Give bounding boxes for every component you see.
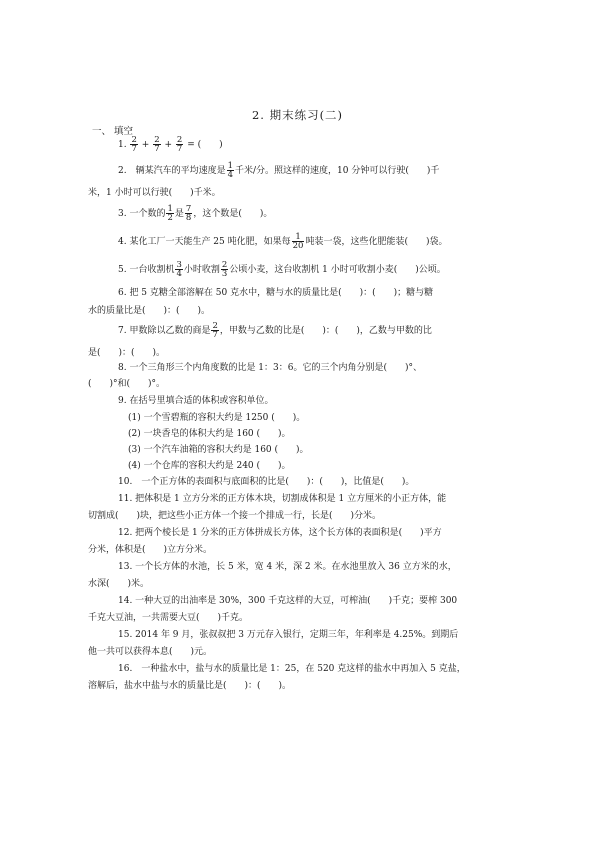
q4-fraction xyxy=(292,233,305,250)
q4-text-a: 4. 某化工厂一天能生产 25 吨化肥，如果每 xyxy=(118,237,291,247)
question-2-line-1 xyxy=(118,162,536,180)
q3-text-b: 是 xyxy=(174,209,184,219)
question-15-line-2: 他一共可以获得本息( )元。 xyxy=(88,647,213,657)
q1-fraction-2 xyxy=(153,136,160,153)
question-5 xyxy=(118,261,536,279)
question-6-line-1: 6. 把 5 克糖全部溶解在 50 克水中，糖与水的质量比是( )：( )；糖与糖 xyxy=(118,288,434,298)
question-16-line-1: 16. 一种盐水中，盐与水的质量比是 1：25，在 520 克这样的盐水中再加入 5 克盐， xyxy=(118,664,466,674)
q2-numerator: 1 xyxy=(227,161,234,171)
q3-f1-denominator: 2 xyxy=(167,213,173,223)
q5-fraction-1 xyxy=(175,261,182,278)
question-14-line-1: 14. 一种大豆的出油率是 30%，300 千克这样的大豆，可榨油( )千克；要榨 300 xyxy=(118,596,458,606)
page-title: 2. 期末练习(二) xyxy=(251,108,344,122)
question-3 xyxy=(118,205,536,223)
question-7-line-1 xyxy=(118,322,536,340)
q1-f3-denominator: 7 xyxy=(176,144,183,154)
q5-text-c: 公顷小麦，这台收割机 1 小时可收割小麦( )公顷。 xyxy=(229,265,446,275)
q3-f1-numerator: 1 xyxy=(167,204,173,214)
question-11-line-2: 切割成( )块，把这些小正方体一个接一个排成一行，长是( )分米。 xyxy=(88,511,382,521)
q5-fraction-2 xyxy=(221,261,228,278)
q5-f1-numerator: 3 xyxy=(176,260,182,270)
question-8-line-1: 8. 一个三角形三个内角度数的比是 1：3：6。它的三个内角分别是( )°、 xyxy=(118,363,423,373)
question-13-line-2: 水深( )米。 xyxy=(88,579,150,589)
question-6-line-2: 水的质量比是( )：( )。 xyxy=(88,306,211,316)
q7-text-b: ，甲数与乙数的比是( )：( )，乙数与甲数的比 xyxy=(219,326,432,336)
q1-fraction-3 xyxy=(176,136,183,153)
q1-number: 1. xyxy=(118,140,127,150)
q1-fraction-1 xyxy=(130,136,137,153)
question-16-line-2: 溶解后，盐水中盐与水的质量比是( )：( )。 xyxy=(88,681,292,691)
q7-fraction xyxy=(211,322,218,339)
q2-text-b: 千米/分。照这样的速度，10 分钟可以行驶( )千 xyxy=(235,166,440,176)
question-13-line-1: 13. 一个长方体的水池，长 5 米，宽 4 米，深 2 米。在水池里放入 36 立方米的水， xyxy=(118,562,457,572)
q5-f2-denominator: 3 xyxy=(221,269,228,279)
question-9-title: 9. 在括号里填合适的体积或容积单位。 xyxy=(118,396,274,406)
q9-item-1: (1) 一个雪碧瓶的容积大约是 1250 ( )。 xyxy=(128,413,306,423)
q1-f1-denominator: 7 xyxy=(131,144,137,154)
question-2-line-2: 米，1 小时可以行驶( )千米。 xyxy=(88,188,221,198)
q9-item-2: (2) 一块香皂的体积大约是 160 ( )。 xyxy=(128,429,291,439)
question-14-line-2: 千克大豆油，一共需要大豆( )千克。 xyxy=(88,613,249,623)
question-12-line-2: 分米，体积是( )立方分米。 xyxy=(88,545,213,555)
q1-f2-numerator: 2 xyxy=(154,135,160,145)
q5-text-b: 小时收割 xyxy=(183,265,220,275)
question-7-line-2: 是( )：( )。 xyxy=(88,348,166,358)
question-15-line-1: 15. 2014 年 9 月，张叔叔把 3 万元存入银行，定期三年，年利率是 4.25%。到期后 xyxy=(118,630,459,640)
q3-f2-numerator: 7 xyxy=(185,204,192,214)
q1-plus-2: + xyxy=(164,140,173,150)
q3-fraction-1 xyxy=(166,205,173,222)
question-1 xyxy=(118,136,536,154)
q1-f2-denominator: 7 xyxy=(154,144,160,154)
q9-item-4: (4) 一个仓库的容积大约是 240 ( )。 xyxy=(128,461,291,471)
q1-f1-numerator: 2 xyxy=(131,135,137,145)
q1-plus-1: + xyxy=(141,140,150,150)
question-11-line-1: 11. 把体积是 1 立方分米的正方体木块，切割成体积是 1 立方厘米的小正方体，能 xyxy=(118,494,447,504)
q4-numerator: 1 xyxy=(292,233,305,242)
q1-f3-numerator: 2 xyxy=(176,135,183,145)
question-12-line-1: 12. 把两个棱长是 1 分米的正方体拼成长方体，这个长方体的表面积是( )平方 xyxy=(118,528,442,538)
q2-text-a: 2. 辆某汽车的平均速度是 xyxy=(118,166,226,176)
q9-item-3: (3) 一个汽车油箱的容积大约是 160 ( )。 xyxy=(128,445,309,455)
q5-f2-numerator: 2 xyxy=(221,260,228,270)
q3-f2-denominator: 8 xyxy=(185,213,192,223)
section-heading: 一、 填空 xyxy=(92,126,134,137)
q2-fraction xyxy=(227,162,234,179)
q7-numerator: 2 xyxy=(212,321,218,331)
q4-text-b: 吨装一袋，这些化肥能装( )袋。 xyxy=(305,237,448,247)
q3-fraction-2 xyxy=(185,205,192,222)
q5-f1-denominator: 4 xyxy=(176,269,182,279)
q5-text-a: 5. 一台收割机 xyxy=(118,265,175,275)
q7-text-a: 7. 甲数除以乙数的商是 xyxy=(118,326,211,336)
q7-denominator: 7 xyxy=(212,330,218,340)
question-4 xyxy=(118,233,536,251)
q1-answer-blank: = ( ) xyxy=(187,140,223,150)
q3-text-c: ，这个数是( )。 xyxy=(193,209,273,219)
question-10: 10. 一个正方体的表面积与底面积的比是( )：( )，比值是( )。 xyxy=(118,477,415,487)
q4-denominator: 20 xyxy=(292,241,304,251)
q2-denominator: 4 xyxy=(227,170,234,180)
question-8-line-2: ( )°和( )°。 xyxy=(88,379,166,389)
q3-text-a: 3. 一个数的 xyxy=(118,209,166,219)
